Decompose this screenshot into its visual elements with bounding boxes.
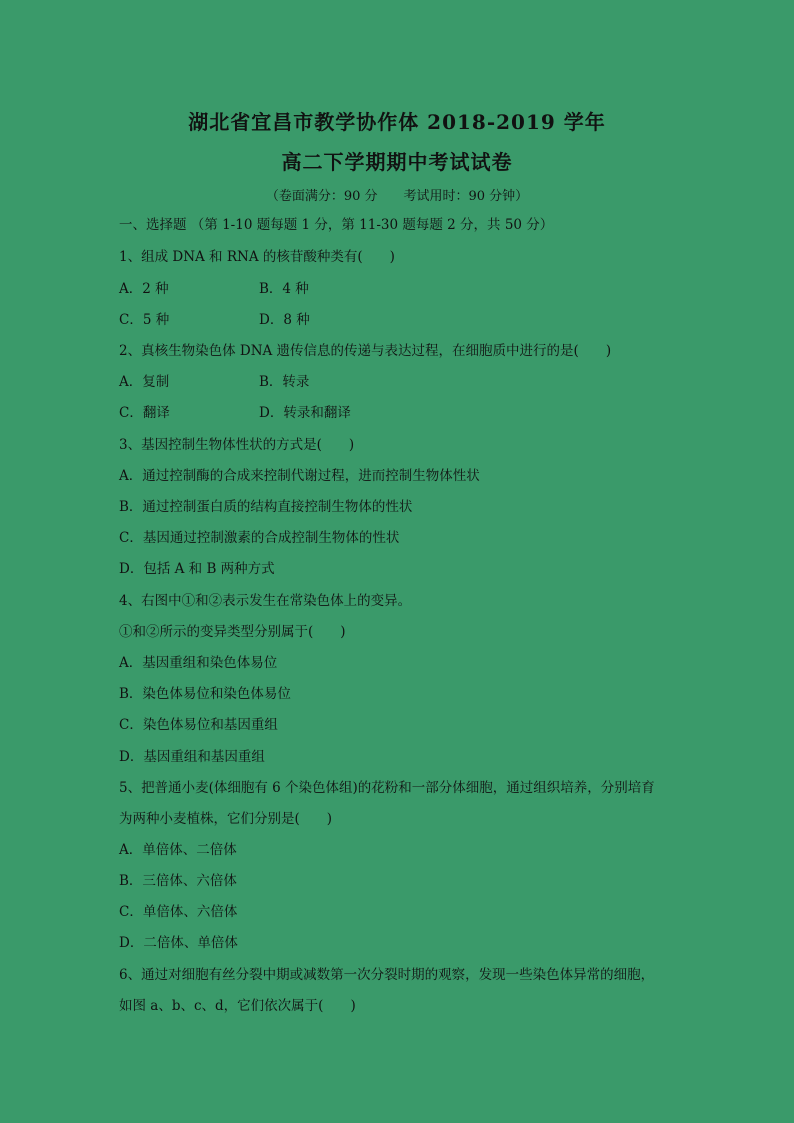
question-2-option-c: C．翻译	[119, 405, 170, 421]
question-5-stem-line1: 5、把普通小麦(体细胞有 6 个染色体组)的花粉和一部分体细胞，通过组织培养，分别培育	[119, 780, 655, 796]
question-5-option-d: D．二倍体、单倍体	[119, 935, 238, 951]
question-3-option-d: D．包括 A 和 B 两种方式	[119, 561, 275, 577]
question-5-option-b: B．三倍体、六倍体	[119, 873, 237, 889]
question-5-option-a: A．单倍体、二倍体	[119, 842, 237, 858]
question-3-option-a: A．通过控制酶的合成来控制代谢过程，进而控制生物体性状	[119, 468, 480, 484]
question-5-option-c: C．单倍体、六倍体	[119, 904, 238, 920]
question-4-stem-line1: 4、右图中①和②表示发生在常染色体上的变异。	[119, 593, 412, 609]
question-6-stem-line1: 6、通过对细胞有丝分裂中期或减数第一次分裂时期的观察，发现一些染色体异常的细胞，	[119, 967, 655, 983]
question-1-option-b: B．4 种	[259, 281, 309, 297]
section-heading: 一、选择题 （第 1-10 题每题 1 分，第 11-30 题每题 2 分，共 50 分）	[119, 217, 554, 233]
exam-title-line1: 湖北省宜昌市教学协作体 2018-2019 学年	[188, 110, 606, 134]
question-3-option-b: B．通过控制蛋白质的结构直接控制生物体的性状	[119, 499, 413, 515]
exam-subtitle: （卷面满分：90 分 考试用时：90 分钟）	[265, 189, 529, 204]
question-2-option-b: B．转录	[259, 374, 310, 390]
question-2-option-a: A．复制	[119, 374, 170, 390]
question-1-option-a: A．2 种	[119, 281, 169, 297]
question-1-option-c: C．5 种	[119, 312, 170, 328]
question-2-option-d: D．转录和翻译	[259, 405, 351, 421]
question-6-stem-line2: 如图 a、b、c、d，它们依次属于( )	[119, 998, 356, 1014]
question-3-option-c: C．基因通过控制激素的合成控制生物体的性状	[119, 530, 400, 546]
question-4-option-a: A．基因重组和染色体易位	[119, 655, 278, 671]
question-3-stem: 3、基因控制生物体性状的方式是( )	[119, 437, 355, 453]
question-4-stem-line2: ①和②所示的变异类型分别属于( )	[119, 624, 346, 640]
question-4-option-b: B．染色体易位和染色体易位	[119, 686, 291, 702]
question-2-stem: 2、真核生物染色体 DNA 遗传信息的传递与表达过程，在细胞质中进行的是( )	[119, 343, 612, 359]
question-1-option-d: D．8 种	[259, 312, 310, 328]
question-4-option-d: D．基因重组和基因重组	[119, 749, 265, 765]
question-4-option-c: C．染色体易位和基因重组	[119, 717, 278, 733]
question-1-stem: 1、组成 DNA 和 RNA 的核苷酸种类有( )	[119, 249, 395, 265]
exam-title-line2: 高二下学期期中考试试卷	[281, 150, 513, 174]
question-5-stem-line2: 为两种小麦植株，它们分别是( )	[119, 811, 333, 827]
